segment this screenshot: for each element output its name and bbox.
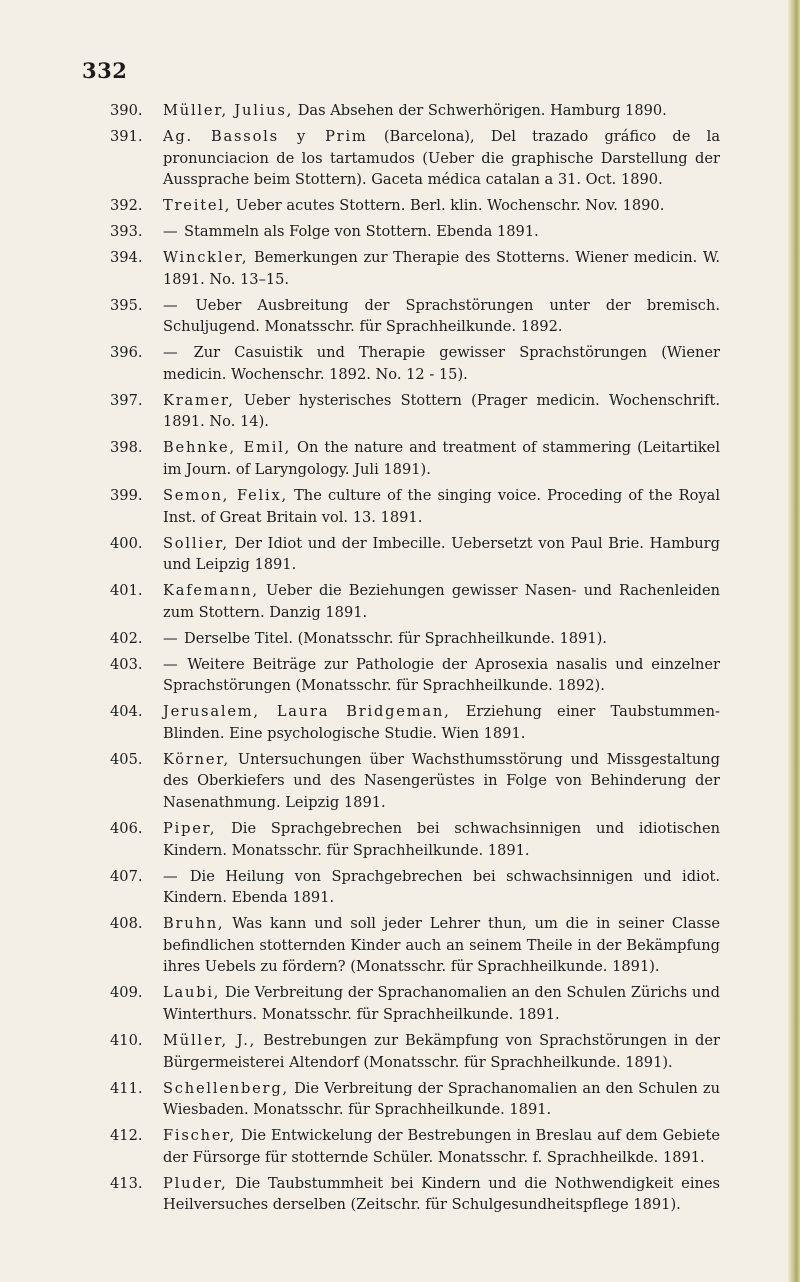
- entry-author: Müller, Julius,: [163, 102, 294, 119]
- bibliography-entry: [110, 126, 720, 191]
- entry-text: Die Entwickelung der Bestrebungen in Breslau auf dem Gebiete der Fürsorge für stotternde Schüler. Monatsschr. f. Sprachheilkde. 1891.: [163, 1127, 721, 1166]
- entry-number: 409.: [110, 984, 143, 1002]
- entry-number: 400.: [110, 534, 143, 552]
- bibliography-entry: [110, 818, 720, 861]
- entry-number: 394.: [110, 249, 143, 267]
- entry-text: Ueber Ausbreitung der Sprachstörungen unter der bremisch. Schuljugend. Monatsschr. für Sprachheilkunde. 1892.: [163, 296, 720, 336]
- entry-author: Semon, Felix,: [163, 487, 288, 505]
- entry-text: The culture of the singing voice. Proceding of the Royal Inst. of Great Britain vol. 13. 1891.: [163, 487, 721, 526]
- bibliography-entry: [110, 866, 720, 909]
- bibliography-entry: [110, 390, 720, 433]
- entry-text: Untersuchungen über Wachsthumsstörung und Missgestaltung des Oberkiefers und des Nasengerüstes in Folge von Behinderung der Nasenathmung. Leipzig 1891.: [163, 750, 720, 812]
- entry-number: 395.: [110, 296, 143, 314]
- bibliography-entry: [110, 437, 720, 480]
- page-edge: [788, 0, 800, 1282]
- bibliography-entry: [110, 221, 720, 243]
- bibliography-entry: [110, 533, 720, 576]
- bibliography-entry: [110, 628, 720, 650]
- entry-author: Fischer,: [163, 1127, 236, 1145]
- entry-number: 411.: [110, 1079, 143, 1097]
- entry-author: Müller, J.,: [163, 1031, 257, 1049]
- entry-author: Körner,: [163, 750, 230, 768]
- entry-text: Bestrebungen zur Bekämpfung von Sprachstörungen in der Bürgermeisterei Altendorf (Monatsschr. für Sprachheilkunde. 1891).: [163, 1031, 721, 1071]
- entry-author: Piper,: [163, 820, 217, 838]
- bibliography-entry: [110, 247, 720, 290]
- entry-text: Was kann und soll jeder Lehrer thun, um die in seiner Classe befindlichen stotternden Kinder auch an seinem Theile in der Bekämpfung ihres Uebels zu fördern? (Monatsschr. für Sprachheilkunde. 1891).: [163, 915, 721, 976]
- entry-text: Ueber acutes Stottern. Berl. klin. Wochenschr. Nov. 1890.: [235, 197, 665, 215]
- entry-author: —: [163, 344, 180, 362]
- page-number: 332: [82, 58, 128, 83]
- entry-number: 397.: [110, 391, 143, 409]
- entry-text: Erziehung einer Taubstummen-Blinden. Eine psychologische Studie. Wien 1891.: [163, 703, 720, 742]
- bibliography-entry: [110, 100, 720, 122]
- entry-author: Kafemann,: [163, 582, 259, 600]
- entry-text: Zur Casuistik und Therapie gewisser Sprachstörungen (Wiener medicin. Wochenschr. 1892. No. 12 - 15).: [163, 344, 720, 383]
- entry-text: Die Heilung von Sprachgebrechen bei schwachsinnigen und idiot. Kindern. Ebenda 1891.: [163, 867, 720, 907]
- entry-author: Behnke, Emil,: [163, 439, 292, 457]
- entry-number: 390.: [110, 102, 143, 119]
- entry-author: —: [163, 629, 180, 647]
- entry-number: 398.: [110, 439, 143, 457]
- entry-number: 402.: [110, 629, 143, 647]
- entry-text: Der Idiot und der Imbecille. Uebersetzt von Paul Brie. Hamburg und Leipzig 1891.: [163, 534, 721, 574]
- entry-number: 413.: [110, 1174, 143, 1192]
- bibliography-entry: [110, 1030, 720, 1073]
- bibliography-entry: [110, 749, 720, 814]
- bibliography-entry: [110, 982, 720, 1025]
- entry-text: Weitere Beiträge zur Pathologie der Aprosexia nasalis und einzelner Sprachstörungen (Monatsschr. für Sprachheilkunde. 1892).: [163, 655, 721, 695]
- entry-number: 405.: [110, 750, 143, 768]
- entry-text: On the nature and treatment of stammering (Leitartikel im Journ. of Laryngology. Juli 1891).: [163, 439, 720, 479]
- entry-number: 391.: [110, 127, 143, 145]
- entry-number: 392.: [110, 197, 143, 215]
- bibliography-entry: [110, 1078, 720, 1121]
- bibliography-entry: [110, 195, 720, 217]
- entry-author: Laubi,: [163, 984, 221, 1002]
- entry-author: Kramer,: [163, 391, 235, 409]
- entry-author: —: [163, 655, 180, 673]
- entry-number: 410.: [110, 1031, 143, 1049]
- bibliography-entry: [110, 295, 720, 338]
- bibliography-entry: [110, 701, 720, 744]
- entry-number: 403.: [110, 655, 143, 673]
- entry-author: Jerusalem, Laura Bridgeman,: [163, 703, 451, 721]
- bibliography-entry: [110, 485, 720, 528]
- entry-number: 404.: [110, 703, 143, 721]
- bibliography-entry: [110, 913, 720, 978]
- entry-author: —: [163, 223, 180, 241]
- entry-number: 407.: [110, 867, 143, 885]
- entry-author: Ag. Bassols y Prim: [163, 127, 368, 145]
- entry-number: 399.: [110, 487, 143, 505]
- entry-text: Derselbe Titel. (Monatsschr. für Sprachheilkunde. 1891).: [184, 629, 607, 647]
- entry-number: 408.: [110, 915, 143, 933]
- entry-text: Stammeln als Folge von Stottern. Ebenda 1891.: [184, 223, 539, 241]
- bibliography-entry: [110, 1125, 720, 1168]
- entry-text: Die Sprachgebrechen bei schwachsinnigen und idiotischen Kindern. Monatsschr. für Sprachheilkunde. 1891.: [163, 820, 720, 859]
- entry-number: 412.: [110, 1127, 143, 1145]
- entry-text: Die Verbreitung der Sprachanomalien an den Schulen Zürichs und Winterthurs. Monatsschr. für Sprachheilkunde. 1891.: [163, 984, 720, 1023]
- entry-author: Winckler,: [163, 249, 249, 267]
- bibliography-list: [110, 100, 720, 1220]
- entry-number: 393.: [110, 223, 143, 241]
- entry-author: —: [163, 867, 180, 885]
- entry-author: Treitel,: [163, 197, 232, 215]
- bibliography-entry: [110, 580, 720, 623]
- bibliography-entry: [110, 342, 720, 385]
- entry-text: Die Taubstummheit bei Kindern und die Nothwendigkeit eines Heilversuches derselben (Zeitschr. für Schulgesundheitspflege 1891).: [163, 1174, 721, 1214]
- entry-text: (Barcelona), Del trazado gráfico de la pronunciacion de los tartamudos (Ueber die graphische Darstellung der Aussprache beim Stottern). Gaceta médica catalan a 31. Oct. 1890.: [163, 127, 721, 189]
- entry-text: Ueber die Beziehungen gewisser Nasen- und Rachenleiden zum Stottern. Danzig 1891.: [163, 582, 721, 621]
- entry-text: Ueber hysterisches Stottern (Prager medicin. Wochenschrift. 1891. No. 14).: [163, 391, 721, 431]
- entry-text: Das Absehen der Schwerhörigen. Hamburg 1890.: [297, 102, 667, 119]
- entry-author: Sollier,: [163, 534, 229, 552]
- bibliography-entry: [110, 1173, 720, 1216]
- entry-author: —: [163, 296, 180, 314]
- entry-text: Bemerkungen zur Therapie des Stotterns. Wiener medicin. W. 1891. No. 13–15.: [163, 249, 720, 288]
- entry-number: 401.: [110, 582, 143, 600]
- entry-text: Die Verbreitung der Sprachanomalien an den Schulen zu Wiesbaden. Monatsschr. für Sprachheilkunde. 1891.: [163, 1079, 720, 1119]
- entry-number: 406.: [110, 820, 143, 838]
- bibliography-entry: [110, 654, 720, 697]
- entry-author: Schellenberg,: [163, 1079, 289, 1097]
- entry-author: Pluder,: [163, 1174, 228, 1192]
- entry-author: Bruhn,: [163, 915, 225, 933]
- entry-number: 396.: [110, 344, 143, 362]
